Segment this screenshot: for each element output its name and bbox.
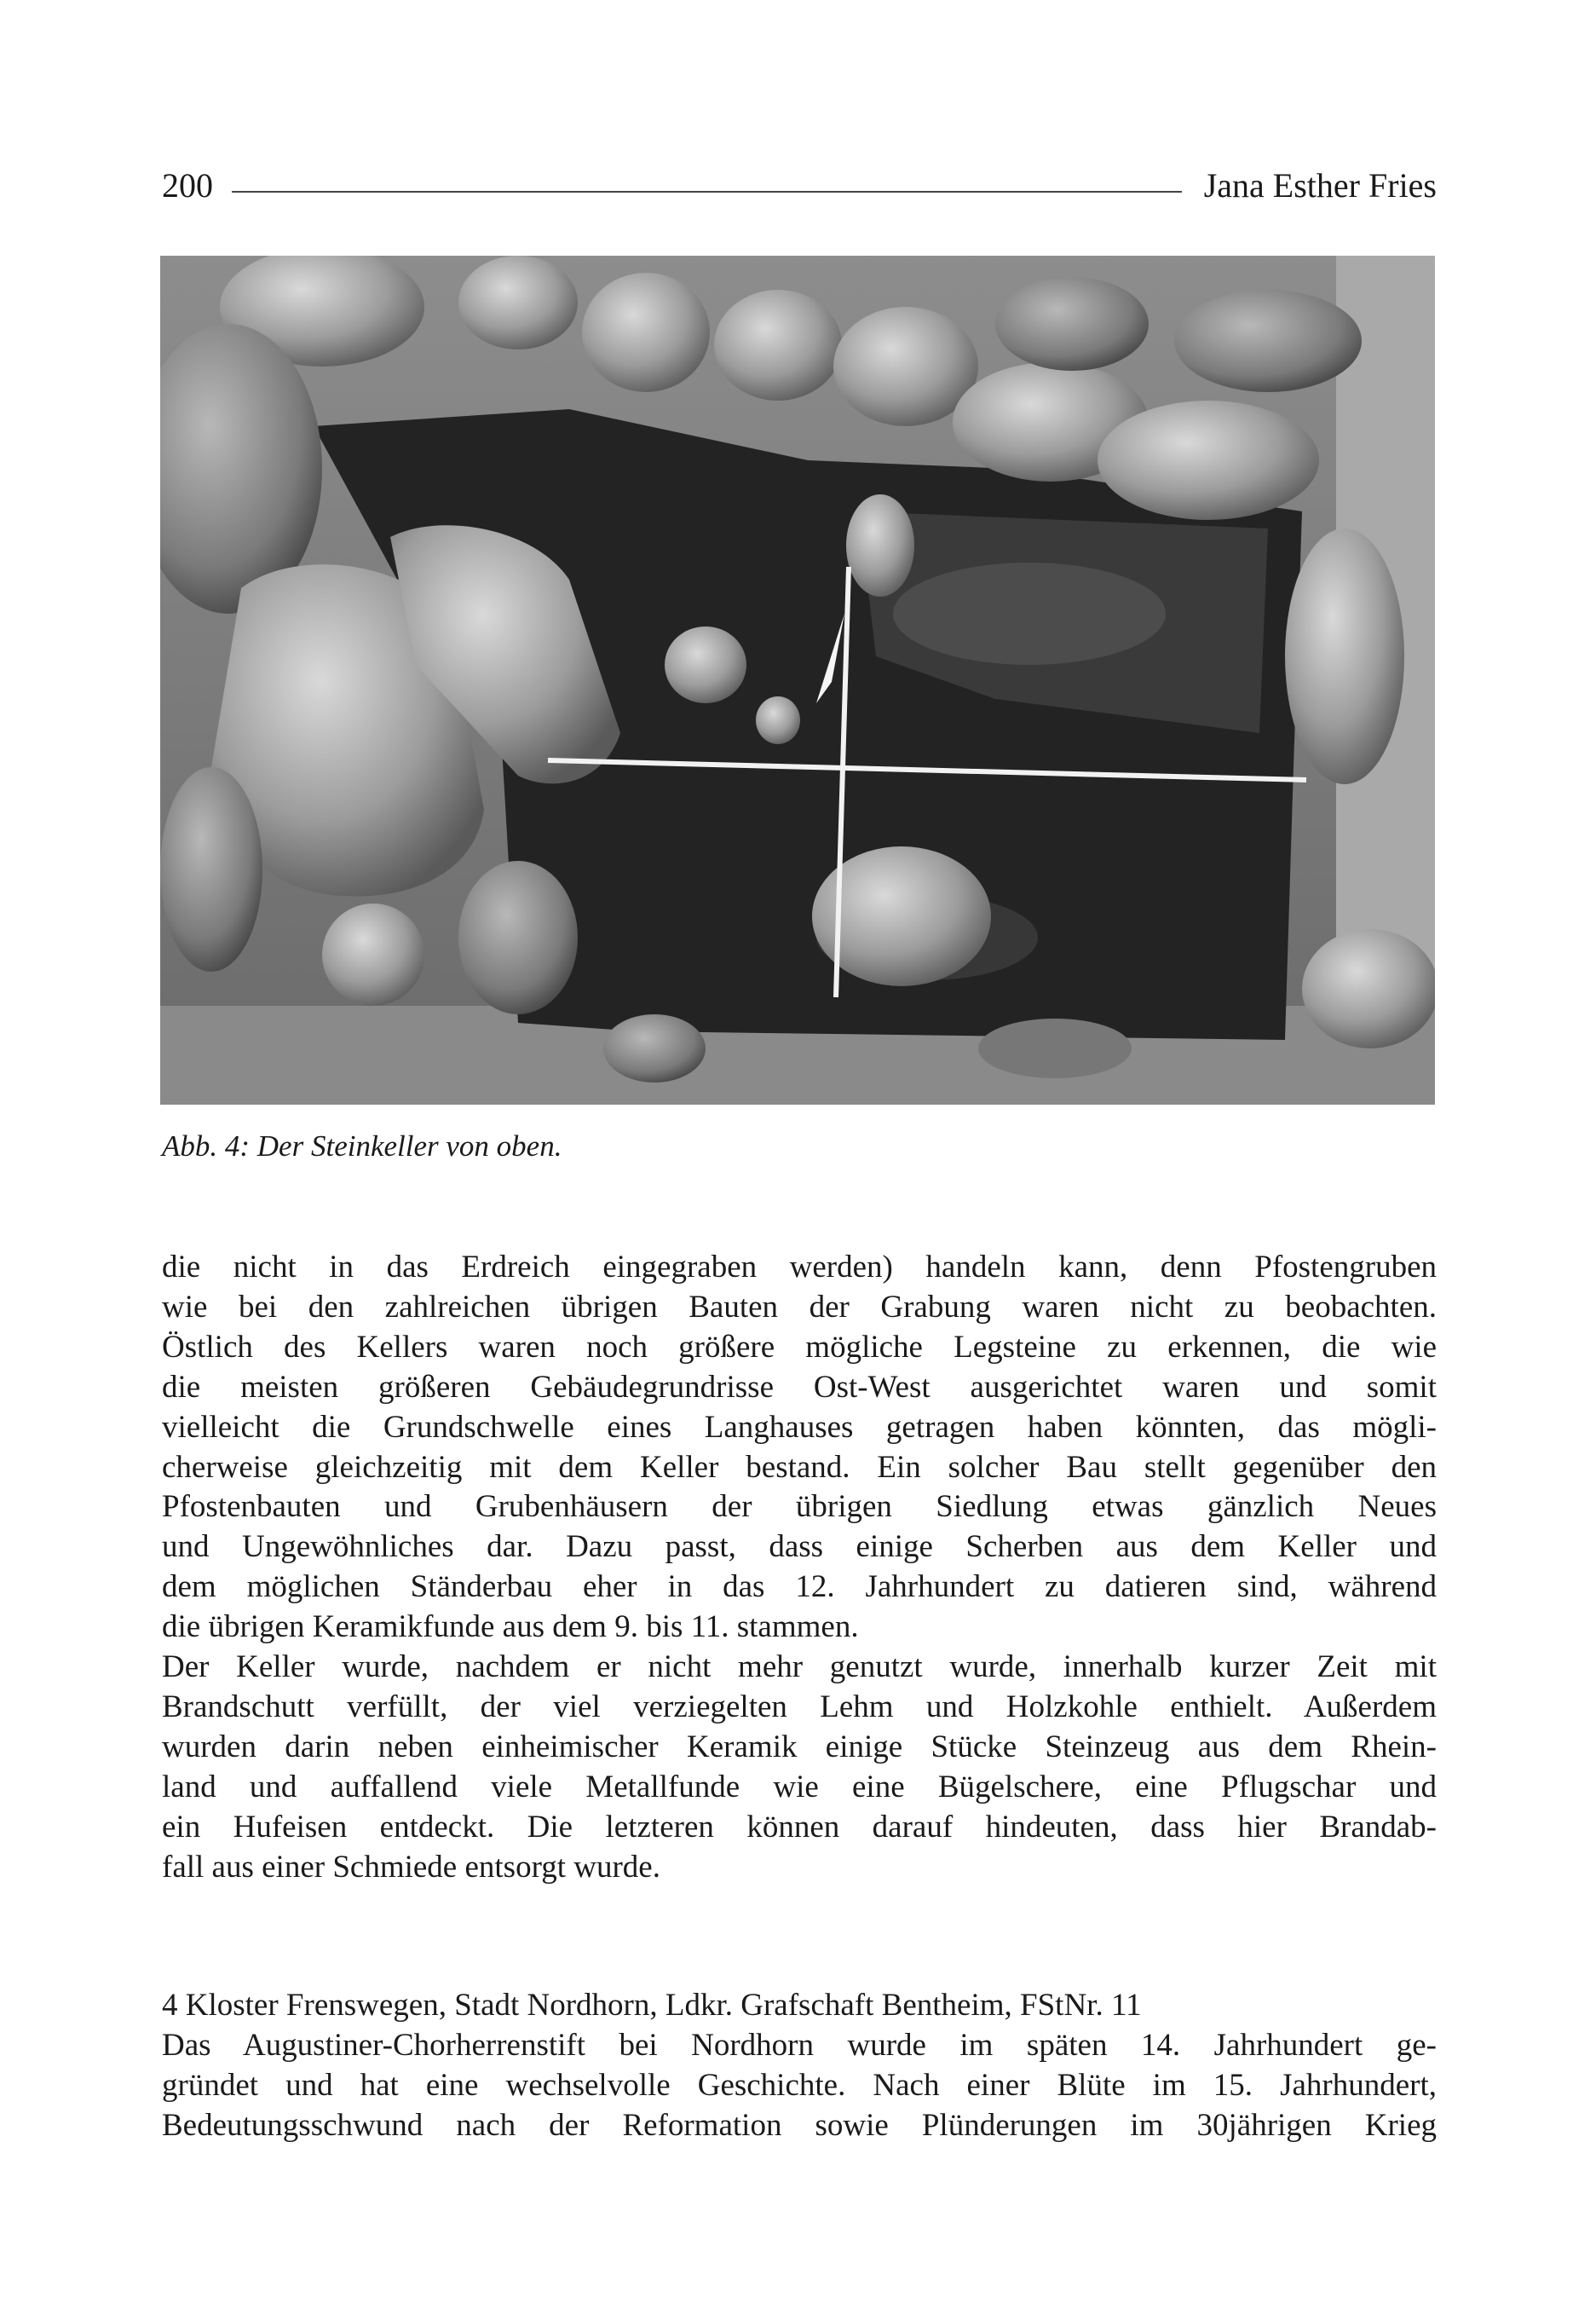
- section-frenswegen: [162, 1986, 1437, 2146]
- section-heading: 4 Kloster Frenswegen, Stadt Nordhorn, Ldkr. Grafschaft Bentheim, FStNr. 11: [162, 1988, 1142, 2023]
- section-line: Bedeutungsschwund nach der Reformation sowie Plünderungen im 30jährigen Krieg: [162, 2107, 1437, 2143]
- body-line: und Ungewöhnliches dar. Dazu passt, dass einige Scherben aus dem Keller und: [162, 1529, 1437, 1565]
- section-line: Das Augustiner-Chorherrenstift bei Nordhorn wurde im späten 14. Jahrhundert ge-: [162, 2027, 1437, 2063]
- stone-cellar-photo: [160, 256, 1435, 1105]
- body-paragraphs: [162, 1248, 1437, 1888]
- body-line: wurden darin neben einheimischer Keramik einige Stücke Steinzeug aus dem Rhein-: [162, 1729, 1437, 1764]
- body-line: die nicht in das Erdreich eingegraben werden) handeln kann, denn Pfostengruben: [162, 1250, 1437, 1285]
- body-line: vielleicht die Grundschwelle eines Langhauses getragen haben könnten, das mögli-: [162, 1409, 1437, 1445]
- running-author: Jana Esther Fries: [1203, 166, 1437, 205]
- body-line: Der Keller wurde, nachdem er nicht mehr genutzt wurde, innerhalb kurzer Zeit mit: [162, 1649, 1437, 1685]
- figure-photo: [160, 256, 1435, 1105]
- body-line: die übrigen Keramikfunde aus dem 9. bis 11. stammen.: [162, 1609, 859, 1645]
- body-line: Östlich des Kellers waren noch größere mögliche Legsteine zu erkennen, die wie: [162, 1329, 1437, 1365]
- page-number: 200: [162, 166, 213, 205]
- figure-caption: Abb. 4: Der Steinkeller von oben.: [162, 1129, 562, 1163]
- body-line: cherweise gleichzeitig mit dem Keller bestand. Ein solcher Bau stellt gegenüber den: [162, 1449, 1437, 1485]
- body-line: land und auffallend viele Metallfunde wie eine Bügelschere, eine Pflugschar und: [162, 1769, 1437, 1804]
- running-head: [162, 143, 1437, 203]
- body-line: Pfostenbauten und Grubenhäusern der übrigen Siedlung etwas gänzlich Neues: [162, 1489, 1437, 1525]
- section-line: gründet und hat eine wechselvolle Geschichte. Nach einer Blüte im 15. Jahrhundert,: [162, 2067, 1437, 2103]
- body-line: fall aus einer Schmiede entsorgt wurde.: [162, 1849, 660, 1885]
- body-line: Brandschutt verfüllt, der viel verziegelten Lehm und Holzkohle enthielt. Außerdem: [162, 1689, 1437, 1724]
- body-line: ein Hufeisen entdeckt. Die letzteren können darauf hindeuten, dass hier Brandab-: [162, 1809, 1437, 1845]
- body-line: dem möglichen Ständerbau eher in das 12. Jahrhundert zu datieren sind, während: [162, 1569, 1437, 1605]
- header-rule: [232, 191, 1182, 193]
- body-line: wie bei den zahlreichen übrigen Bauten der Grabung waren nicht zu beobachten.: [162, 1289, 1437, 1325]
- body-line: die meisten größeren Gebäudegrundrisse Ost-West ausgerichtet waren und somit: [162, 1369, 1437, 1405]
